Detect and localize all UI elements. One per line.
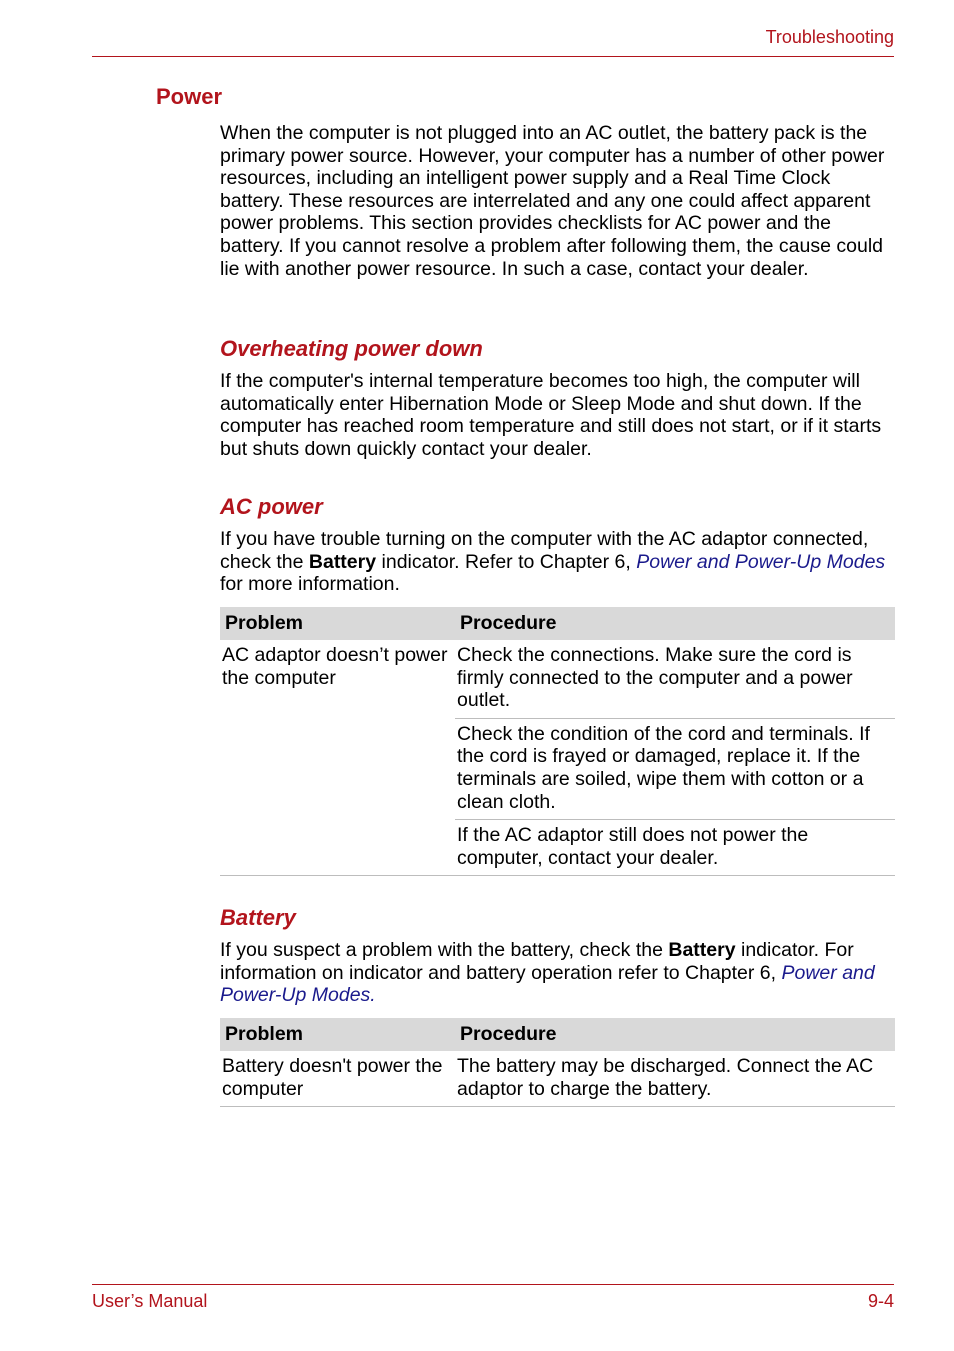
battery-table [220,1018,895,1107]
problem-cell: Battery doesn't power the computer [220,1051,455,1107]
section-title-overheating: Overheating power down [220,336,483,361]
procedure-cell: If the AC adaptor still does not power the computer, contact your dealer. [455,820,895,876]
procedure-cell: Check the condition of the cord and terminals. If the cord is frayed or damaged, replace it. If the terminals are soiled, wipe them with cotton or a clean cloth. [455,718,895,819]
section-title-ac-power: AC power [220,494,323,519]
procedure-cell: The battery may be discharged. Connect the AC adaptor to charge the battery. [455,1051,895,1107]
table-header-row [220,1018,895,1051]
overheating-paragraph: If the computer's internal temperature becomes too high, the computer will automatically enter Hibernation Mode or Sleep Mode and shut down. If the computer has reached room temperature and still does not start, or if it starts but shuts down quickly contact your dealer. [220,370,882,460]
ac-power-table [220,607,895,876]
column-header-problem: Problem [220,607,455,640]
footer-manual-title: User’s Manual [92,1291,208,1311]
procedure-cell: Check the connections. Make sure the cord is firmly connected to the computer and a power outlet. [455,640,895,718]
page-number: 9-4 [867,1291,894,1311]
battery-paragraph [220,939,896,1007]
ac-power-text-2: indicator. Refer to Chapter 6, [376,550,637,573]
table-header-row [220,607,895,640]
ac-power-text-3: for more information. [220,573,400,596]
footer-rule [92,1284,894,1285]
battery-indicator-bold: Battery [308,550,377,573]
problem-cell: AC adaptor doesn’t power the computer [220,640,455,876]
battery-text-2: indicator. For information on indicator and battery operation refer to Chapter 6, [220,939,854,984]
battery-indicator-bold: Battery [668,939,736,961]
section-title-power: Power [156,84,223,109]
column-header-problem: Problem [220,1018,455,1051]
battery-text-1: If you suspect a problem with the battery, check the [220,939,669,961]
table-row [220,640,895,718]
table-row [220,1051,895,1107]
power-modes-link[interactable]: Power and Power-Up Modes [636,550,886,573]
ac-power-paragraph [220,528,896,596]
ac-power-text-1: If you have trouble turning on the computer with the AC adaptor connected, check the [220,528,869,573]
header-rule [92,56,894,57]
header-chapter-title: Troubleshooting [765,27,894,47]
battery-text-3: . [370,984,376,1007]
column-header-procedure: Procedure [455,1018,895,1051]
power-paragraph: When the computer is not plugged into an AC outlet, the battery pack is the primary power source. However, your computer has a number of other power resources, including an intelligent power supply and a Real Time Clock battery. These resources are interrelated and any one could affect apparent power problems. This section provides checklists for AC power and the battery. If you cannot resolve a problem after following them, the cause could lie with another power resource. In such a case, contact your dealer. [220,122,885,280]
section-title-battery: Battery [220,905,296,930]
power-modes-link[interactable]: Power and Power-Up Modes [220,961,875,1007]
column-header-procedure: Procedure [455,607,895,640]
